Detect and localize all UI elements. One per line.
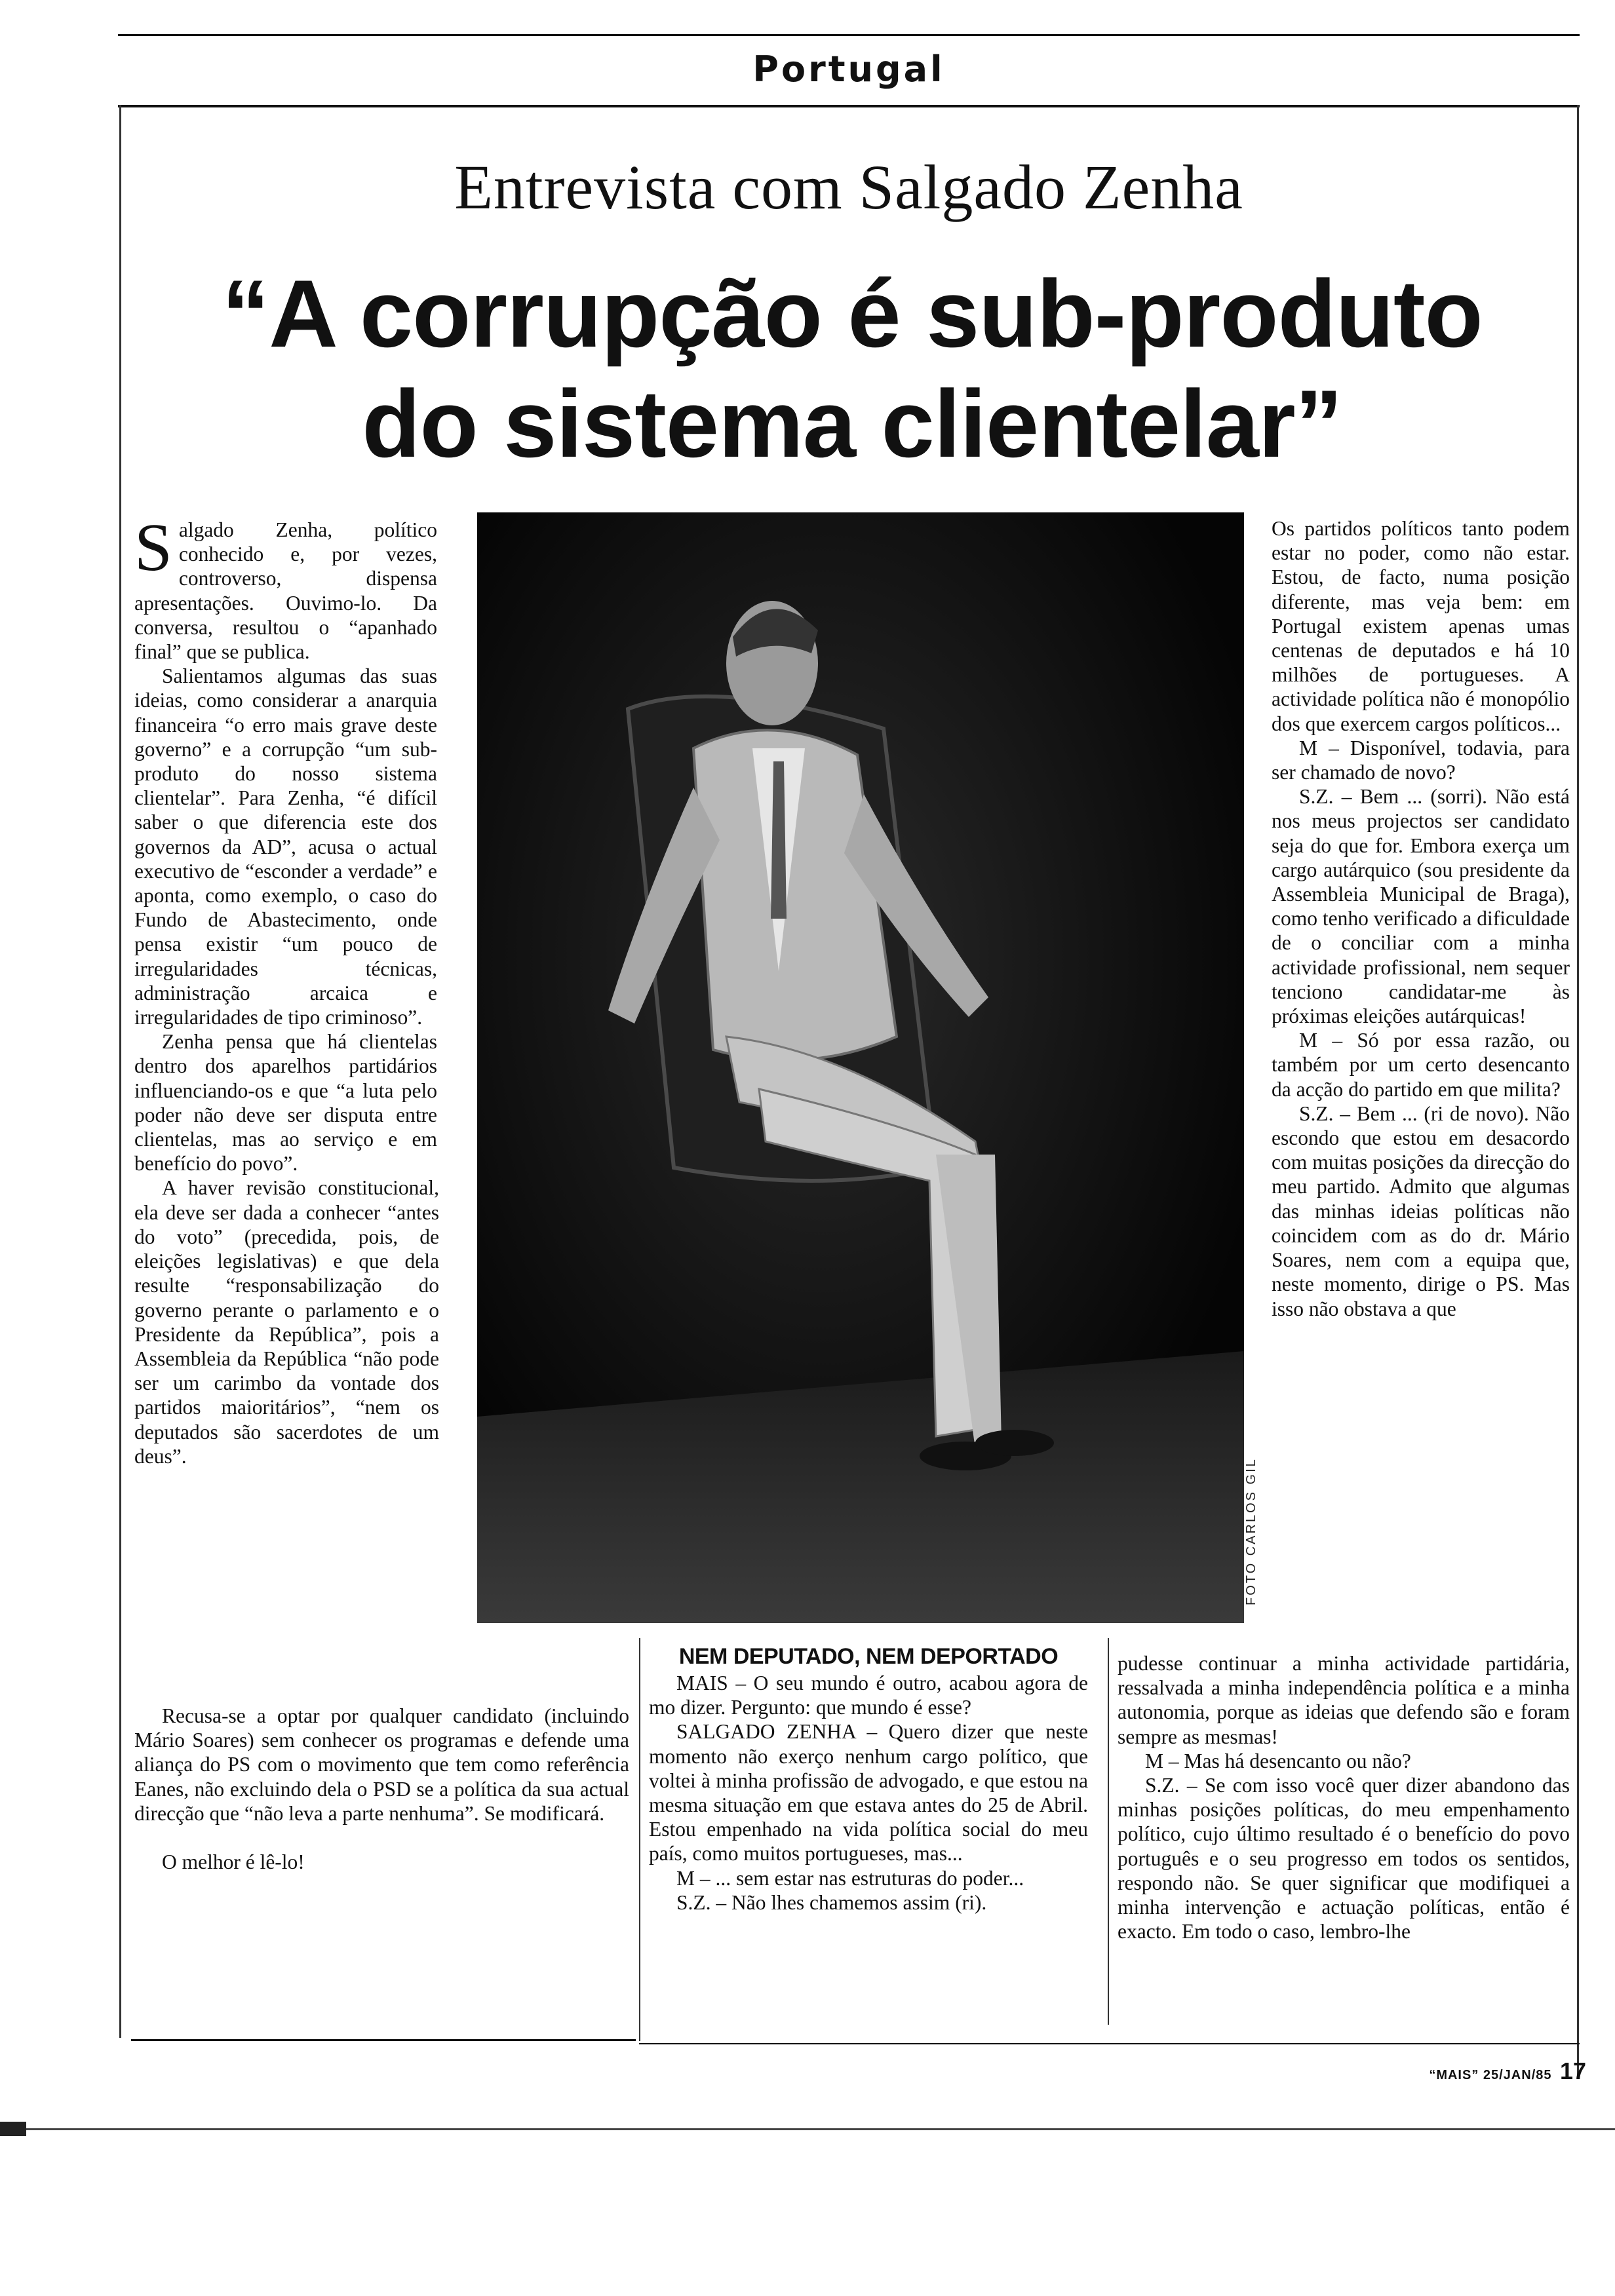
scan-edge-mark [0, 2122, 26, 2136]
middle-column-rule [639, 1638, 640, 2041]
section-rule [118, 105, 1580, 107]
subhead: NEM DEPUTADO, NEM DEPORTADO [678, 1644, 1059, 1669]
intro-paragraph: Salgado Zenha, político conhecido e, por vezes, controverso, dispensa apresentações. Ouvimo-lo. Da conversa, resultou o “apanhado final” que se publica. [134, 510, 437, 664]
middle-column [649, 1643, 1088, 1915]
left-paragraph-2: Salientamos algumas das suas ideias, como considerar a anarquia financeira “o erro mais grave deste governo” e a corrupção “um sub-produto do nosso sistema clientelar”. Para Zenha, “é difícil saber o que diferencia este dos governos da AD”, acusa o actual executivo de “esconder a verdade” e aponta, como exemplo, o caso do Fundo de Abastecimento, onde pensa existir “um pouco de irregularidades técnicas, administração arcaica e irregularidades de tipo criminoso”. [134, 664, 437, 1029]
photo-credit: FOTO CARLOS GIL [1244, 1457, 1258, 1605]
headline-line-2: do sistema clientelar” [362, 370, 1342, 477]
footer-issue: “MAIS” 25/JAN/85 [1429, 2068, 1552, 2082]
left-paragraph-3: Zenha pensa que há clientelas dentro dos aparelhos partidários influenciando-os e que “a luta pelo poder não deve ser disputa entre clientelas, mas ao serviço e em benefício do povo”. [134, 1030, 437, 1176]
footer [1324, 2057, 1586, 2085]
left-paragraph-4: A haver revisão constitucional, ela deve ser dada a conhecer “antes do voto” (precedida, pois, de eleições legislativas) e que dela resulte “responsabilização do governo perante o parlamento e o Presidente da República”, pois a Assembleia da República “não pode ser um carimbo da vontade dos partidos maioritários”, “nem os deputados são sacerdotes de um deus”. [134, 1176, 439, 1468]
bottom-right-paragraph-1: pudesse continuar a minha actividade partidária, ressalvada a minha independência política e a minha autonomia, porque as ideias que defendo são e foram sempre as mesmas! [1118, 1652, 1570, 1748]
middle-paragraph-4: S.Z. – Não lhes chamemos assim (ri). [676, 1890, 987, 1914]
left-paragraph-5: Recusa-se a optar por qualquer candidato (incluindo Mário Soares) sem conhecer os programas e defende uma aliança do PS com o movimento que tem como referência Eanes, não excluindo dela o PSD se a política da sua actual direcção que “não leva a parte nenhuma”. Se modificará. [134, 1704, 629, 1825]
middle-paragraph-2: SALGADO ZENHA – Quero dizer que neste momento não exerço nenhum cargo político, que voltei à minha profissão de advogado, e que estou na mesma situação em que estava antes do 25 de Abril. Estou empenhado na vida política social do meu país, como muitos portugueses, mas... [649, 1720, 1088, 1866]
left-bottom-rule [131, 2039, 636, 2041]
headline-line-1: “A corrupção é sub-produto [222, 260, 1483, 367]
right-paragraph-4: M – Só por essa razão, ou também por um certo desencanto da acção do partido em que milita? [1272, 1029, 1570, 1101]
right-column [1272, 516, 1570, 1321]
left-bottom-column [134, 1704, 629, 1874]
left-paragraph-6: O melhor é lê-lo! [162, 1850, 305, 1874]
right-paragraph-2: M – Disponível, todavia, para ser chamado de novo? [1272, 736, 1570, 784]
section-title: Portugal [752, 48, 945, 90]
right-paragraph-3: S.Z. – Bem ... (sorri). Não está nos meus projectos ser candidato seja do que for. Embora exerça um cargo autárquico (sou presidente da Assembleia Municipal de Braga), como tenho verificado a dificuldade de o conciliar com a minha actividade profissional, nem sequer tenciono candidatar-me às próximas eleições autárquicas! [1272, 785, 1570, 1028]
right-paragraph-5: S.Z. – Bem ... (ri de novo). Não escondo que estou em desacordo com muitas posições da direcção do meu partido. Admito que algumas das minhas ideias políticas não coincidem com as do dr. Mário Soares, nem com a equipa que, neste momento, dirige o PS. Mas isso não obstava a que [1272, 1101, 1570, 1320]
bottom-right-paragraph-2: M – Mas há desencanto ou não? [1145, 1749, 1411, 1772]
scan-edge-line [0, 2128, 1615, 2130]
right-frame-line [1577, 105, 1579, 2077]
left-column [134, 510, 439, 1468]
photo-illustration [477, 512, 1244, 1623]
middle-paragraph-3: M – ... sem estar nas estruturas do poder... [676, 1866, 1024, 1890]
bottom-right-paragraph-3: S.Z. – Se com isso você quer dizer abandono das minhas posições políticas, do meu empenhamento político, cujo último resultado é o benefício do povo português e o seu progresso em todos os sentidos, respondo não. Se quer significar que modifiquei a minha intervenção e actuação políticas, então é exacto. Em todo o caso, lembro-lhe [1118, 1774, 1570, 1943]
headline [131, 259, 1573, 479]
dropcap: S [134, 510, 172, 585]
bottom-right-column [1118, 1651, 1570, 1943]
right-paragraph-1: Os partidos políticos tanto podem estar no poder, como não estar. Estou, de facto, numa posição diferente, mas veja bem: em Portugal existem apenas umas centenas de deputados e há 10 milhões de portugueses. A actividade política não é monopólio dos que exercem cargos políticos... [1272, 517, 1570, 735]
top-rule [118, 34, 1580, 36]
kicker: Entrevista com Salgado Zenha [454, 152, 1243, 222]
page-number: 17 [1559, 2057, 1586, 2084]
left-frame-line [119, 105, 121, 2038]
right-column-rule [1108, 1638, 1109, 2025]
middle-paragraph-1: MAIS – O seu mundo é outro, acabou agora de mo dizer. Pergunto: que mundo é esse? [649, 1672, 1088, 1719]
portrait-photo [477, 512, 1244, 1623]
footer-rule [639, 2043, 1580, 2044]
